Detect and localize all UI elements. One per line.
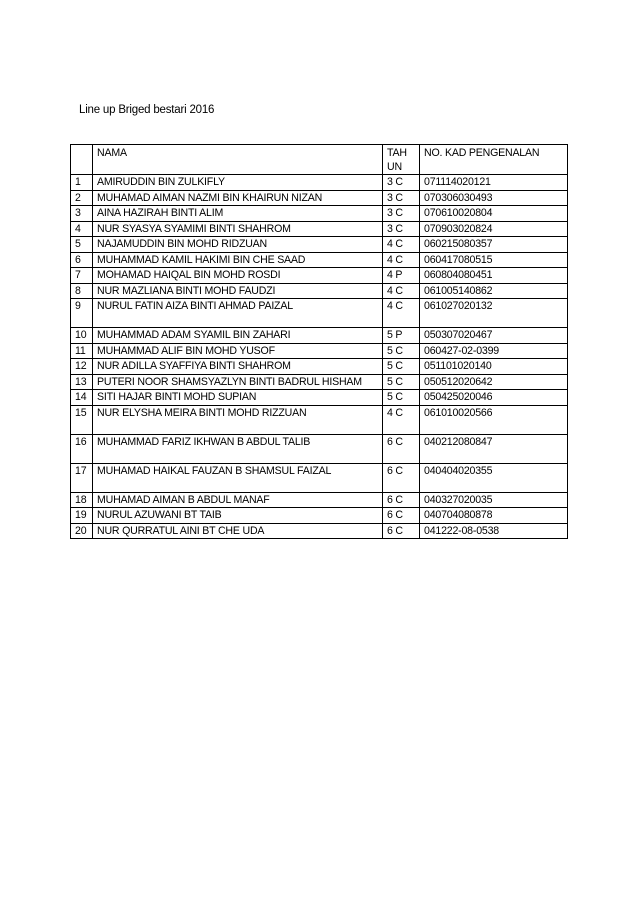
cell-ic: 060804080451 — [420, 268, 568, 284]
cell-ic: 070903020824 — [420, 221, 568, 237]
cell-ic: 060417080515 — [420, 252, 568, 268]
cell-no: 8 — [71, 283, 93, 299]
cell-name: SITI HAJAR BINTI MOHD SUPIAN — [93, 390, 383, 406]
table-row — [71, 390, 568, 406]
cell-name: MUHAMAD AIMAN B ABDUL MANAF — [93, 492, 383, 508]
cell-tahun: 4 C — [383, 252, 420, 268]
table-row — [71, 434, 568, 463]
cell-tahun: 3 C — [383, 175, 420, 191]
header-tahun — [383, 145, 420, 175]
header-name: NAMA — [93, 145, 383, 175]
table-row — [71, 221, 568, 237]
cell-name: AINA HAZIRAH BINTI ALIM — [93, 206, 383, 222]
table-row — [71, 237, 568, 253]
cell-name: MUHAMAD AIMAN NAZMI BIN KHAIRUN NIZAN — [93, 190, 383, 206]
cell-ic: 070610020804 — [420, 206, 568, 222]
cell-no: 1 — [71, 175, 93, 191]
header-no — [71, 145, 93, 175]
cell-ic: 061010020566 — [420, 405, 568, 434]
document-title: Line up Briged bestari 2016 — [79, 104, 215, 116]
header-ic: NO. KAD PENGENALAN — [420, 145, 568, 175]
cell-name: MUHAMMAD KAMIL HAKIMI BIN CHE SAAD — [93, 252, 383, 268]
cell-tahun: 6 C — [383, 463, 420, 492]
cell-ic: 040704080878 — [420, 508, 568, 524]
table-row — [71, 343, 568, 359]
cell-no: 15 — [71, 405, 93, 434]
cell-no: 4 — [71, 221, 93, 237]
cell-no: 3 — [71, 206, 93, 222]
cell-ic: 060215080357 — [420, 237, 568, 253]
table-row — [71, 463, 568, 492]
cell-no: 16 — [71, 434, 93, 463]
table-row — [71, 190, 568, 206]
table-row — [71, 299, 568, 328]
cell-no: 7 — [71, 268, 93, 284]
roster-table — [70, 144, 568, 539]
cell-name: NAJAMUDDIN BIN MOHD RIDZUAN — [93, 237, 383, 253]
cell-no: 17 — [71, 463, 93, 492]
cell-ic: 040404020355 — [420, 463, 568, 492]
table-row — [71, 283, 568, 299]
cell-name: MOHAMAD HAIQAL BIN MOHD ROSDI — [93, 268, 383, 284]
table-row — [71, 374, 568, 390]
cell-no: 14 — [71, 390, 93, 406]
table-row — [71, 206, 568, 222]
cell-name: AMIRUDDIN BIN ZULKIFLY — [93, 175, 383, 191]
table-row — [71, 268, 568, 284]
cell-tahun: 3 C — [383, 206, 420, 222]
cell-no: 20 — [71, 523, 93, 539]
cell-tahun: 4 C — [383, 237, 420, 253]
cell-tahun: 5 C — [383, 343, 420, 359]
cell-ic: 050512020642 — [420, 374, 568, 390]
cell-tahun: 5 C — [383, 374, 420, 390]
cell-no: 10 — [71, 328, 93, 344]
cell-name: NURUL FATIN AIZA BINTI AHMAD PAIZAL — [93, 299, 383, 328]
cell-name: NUR ADILLA SYAFFIYA BINTI SHAHROM — [93, 359, 383, 375]
cell-ic: 070306030493 — [420, 190, 568, 206]
cell-tahun: 4 C — [383, 405, 420, 434]
cell-no: 9 — [71, 299, 93, 328]
cell-tahun: 6 C — [383, 523, 420, 539]
table-row — [71, 175, 568, 191]
cell-ic: 071114020121 — [420, 175, 568, 191]
table-row — [71, 492, 568, 508]
cell-tahun: 4 P — [383, 268, 420, 284]
cell-no: 6 — [71, 252, 93, 268]
cell-name: MUHAMMAD ADAM SYAMIL BIN ZAHARI — [93, 328, 383, 344]
header-tahun-line2: UN — [387, 161, 402, 173]
table-row — [71, 523, 568, 539]
cell-name: NUR QURRATUL AINI BT CHE UDA — [93, 523, 383, 539]
cell-name: MUHAMAD HAIKAL FAUZAN B SHAMSUL FAIZAL — [93, 463, 383, 492]
cell-name: MUHAMMAD FARIZ IKHWAN B ABDUL TALIB — [93, 434, 383, 463]
cell-no: 12 — [71, 359, 93, 375]
cell-name: NUR ELYSHA MEIRA BINTI MOHD RIZZUAN — [93, 405, 383, 434]
cell-no: 19 — [71, 508, 93, 524]
header-tahun-line1: TAH — [387, 147, 407, 159]
cell-tahun: 6 C — [383, 492, 420, 508]
cell-tahun: 4 C — [383, 283, 420, 299]
table-row — [71, 252, 568, 268]
table-row — [71, 359, 568, 375]
cell-tahun: 5 C — [383, 390, 420, 406]
cell-ic: 040212080847 — [420, 434, 568, 463]
cell-tahun: 5 P — [383, 328, 420, 344]
cell-name: NUR MAZLIANA BINTI MOHD FAUDZI — [93, 283, 383, 299]
cell-no: 11 — [71, 343, 93, 359]
cell-ic: 061027020132 — [420, 299, 568, 328]
cell-name: NUR SYASYA SYAMIMI BINTI SHAHROM — [93, 221, 383, 237]
cell-ic: 061005140862 — [420, 283, 568, 299]
cell-no: 2 — [71, 190, 93, 206]
table-header-row — [71, 145, 568, 175]
cell-tahun: 5 C — [383, 359, 420, 375]
cell-no: 5 — [71, 237, 93, 253]
cell-ic: 060427-02-0399 — [420, 343, 568, 359]
table-row — [71, 508, 568, 524]
cell-tahun: 3 C — [383, 221, 420, 237]
cell-no: 13 — [71, 374, 93, 390]
table-row — [71, 328, 568, 344]
cell-name: NURUL AZUWANI BT TAIB — [93, 508, 383, 524]
cell-ic: 051101020140 — [420, 359, 568, 375]
cell-ic: 050307020467 — [420, 328, 568, 344]
cell-tahun: 4 C — [383, 299, 420, 328]
cell-ic: 040327020035 — [420, 492, 568, 508]
cell-name: MUHAMMAD ALIF BIN MOHD YUSOF — [93, 343, 383, 359]
table-row — [71, 405, 568, 434]
cell-tahun: 3 C — [383, 190, 420, 206]
cell-tahun: 6 C — [383, 508, 420, 524]
cell-no: 18 — [71, 492, 93, 508]
cell-ic: 041222-08-0538 — [420, 523, 568, 539]
cell-tahun: 6 C — [383, 434, 420, 463]
cell-ic: 050425020046 — [420, 390, 568, 406]
cell-name: PUTERI NOOR SHAMSYAZLYN BINTI BADRUL HISHAM — [93, 374, 383, 390]
